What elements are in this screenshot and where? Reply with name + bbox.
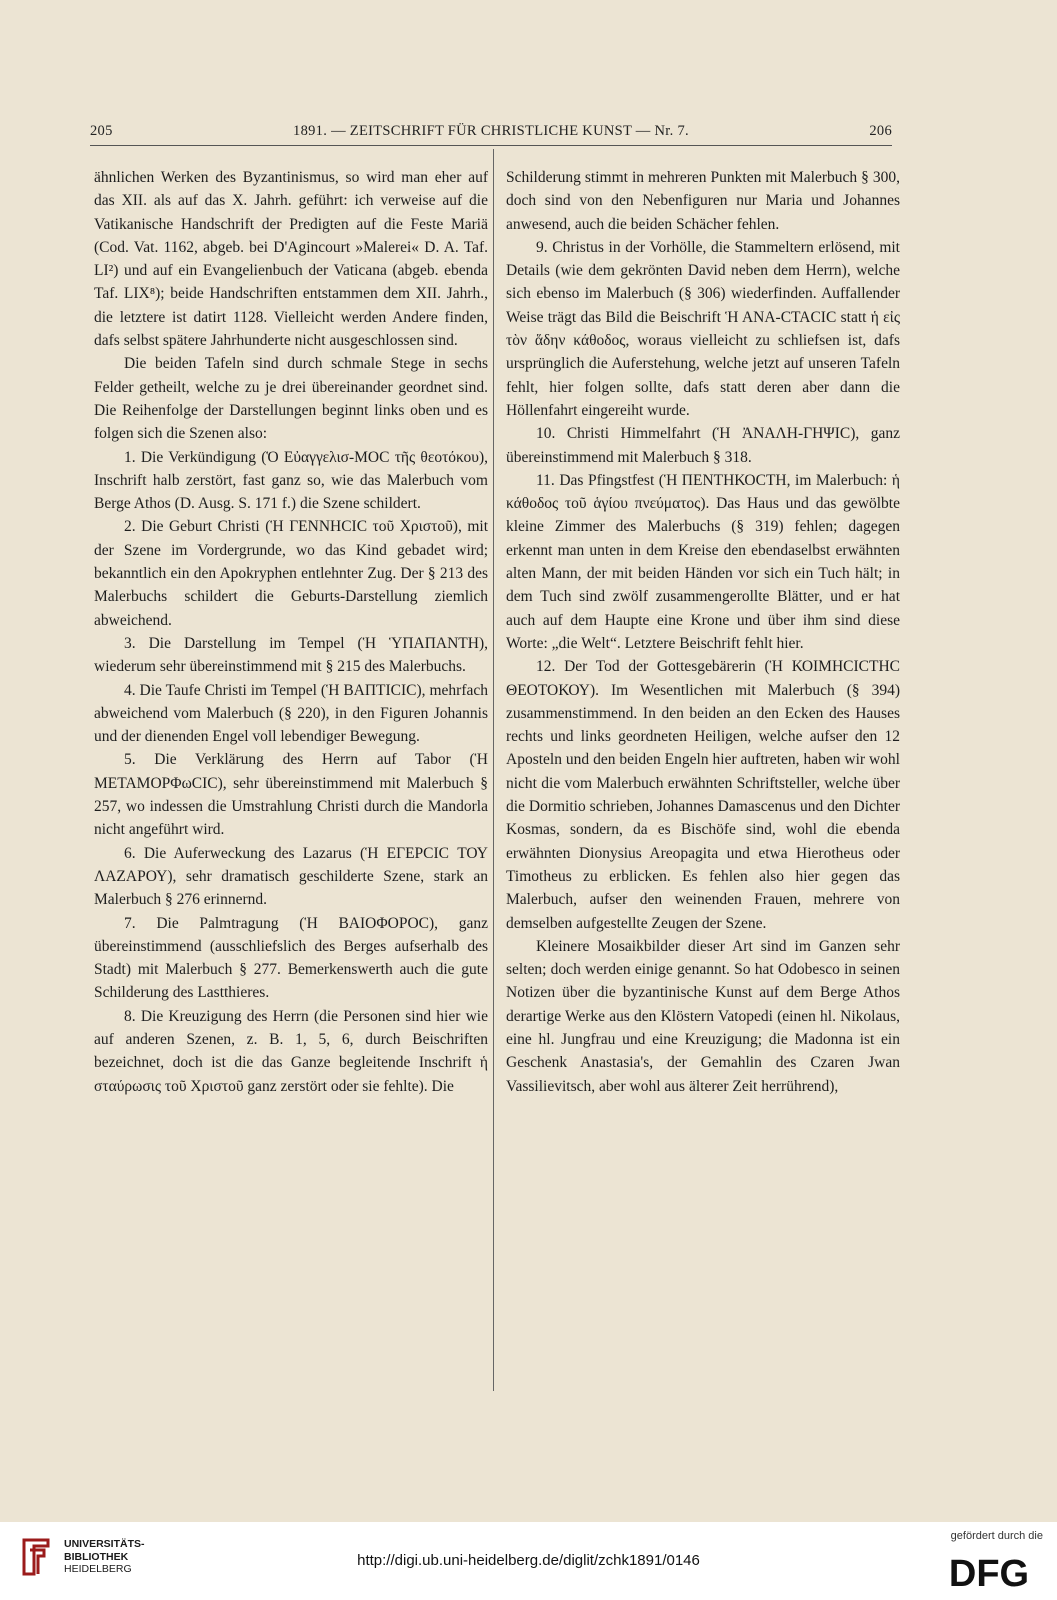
paragraph: 2. Die Geburt Christi (Ἡ ΓΕΝΝΗCIC τοῦ Χριστοῦ), mit der Szene im Vordergrunde, wo das Kind gebadet wird; bekanntlich ein den Apokryphen entlehnter Zug. Der § 213 des Malerbuchs schildert die Geburts-Darstellung ziemlich abweichend. [94, 518, 488, 629]
paragraph: ähnlichen Werken des Byzantinismus, so wird man eher auf das XII. als auf das X. Jahrh. geführt: ich verweise auf die Vatikanische Handschrift der Predigten auf die Feste Mariä (Cod. Vat. 1162, abgeb. bei D'Agincourt »Malerei« D. A. Taf. LI²) und auf ein Evangelienbuch der Vaticana (abgeb. ebenda Taf. LIX⁸); beide Handschriften entstammen dem XII. Jahrh., die letztere ist datirt 1128. Vielleicht werden Andere finden, dafs selbst spätere Jahrhunderte nicht ausgeschlossen sind. [94, 169, 488, 350]
permalink-url[interactable]: http://digi.ub.uni-heidelberg.de/diglit/zchk1891/0146 [357, 1552, 700, 1569]
paragraph: 5. Die Verklärung des Herrn auf Tabor (Ἡ ΜΕΤΑΜΟΡΦωCIC), sehr übereinstimmend mit Malerbuch § 257, wo indessen die Umstrahlung Christi durch die Mandorla nicht angeführt wird. [94, 751, 488, 839]
running-header [90, 123, 892, 145]
right-column [506, 166, 900, 1098]
page-number-left: 205 [90, 123, 113, 139]
paragraph: 10. Christi Himmelfahrt (Ἡ ἈΝΑΛΗ-ΓΗΨΙC), ganz übereinstimmend mit Malerbuch § 318. [506, 425, 900, 466]
paragraph: 3. Die Darstellung im Tempel (Ἡ ὙΠΑΠΑΝΤΗ), wiederum sehr übereinstimmend mit § 215 des Malerbuchs. [94, 634, 488, 676]
paragraph: 6. Die Auferweckung des Lazarus (Ἡ ΕΓΕΡCIC ΤΟΥ ΛΑΖΑΡΟΥ), sehr dramatisch geschilderte Szene, stark an Malerbuch § 276 erinnernd. [94, 844, 488, 909]
dfg-logo-icon [939, 1552, 1039, 1592]
paragraph: 7. Die Palmtragung (Ἡ ΒΑΙΟΦΟΡΟC), ganz übereinstimmend (ausschliefslich des Berges aufserhalb des Stadt) mit Malerbuch § 277. Bemerkenswerth auch die gute Schilderung des Lastthieres. [94, 914, 488, 1002]
column-divider [493, 149, 494, 1391]
paragraph: Schilderung stimmt in mehreren Punkten mit Malerbuch § 300, doch sind von den Nebenfiguren nur Maria und Johannes anwesend, auch die beiden Schächer fehlen. [506, 169, 900, 233]
paragraph: Die beiden Tafeln sind durch schmale Stege in sechs Felder getheilt, welche zu je drei übereinander geordnet sind. Die Reihenfolge der Darstellungen beginnt links oben und es folgen sich die Szenen also: [94, 355, 488, 443]
paragraph: 9. Christus in der Vorhölle, die Stammeltern erlösend, mit Details (wie dem gekrönten David neben dem Herrn), welche sich ebenso im Malerbuch (§ 306) wiederfinden. Auffallender Weise trägt das Bild die Beischrift Ἡ ΑΝΑ-CΤΑCIC statt ἡ εἰς τὸν ἅδην κάθοδος, woraus vielleicht zu schliefsen ist, dafs ursprünglich die Auferstehung, welche jetzt auf unseren Tafeln fehlt, hier folgen sollte, dafs statt deren aber dann die Höllenfahrt eingereiht wurde. [506, 238, 900, 419]
paragraph: 8. Die Kreuzigung des Herrn (die Personen sind hier wie auf anderen Szenen, z. B. 1, 5, 6, durch Beischriften bezeichnet, doch ist die das Ganze begleitende Inschrift ἡ σταύρωσις τοῦ Χριστοῦ ganz zerstört oder sie fehlte). Die [94, 1007, 488, 1095]
header-rule [90, 145, 892, 146]
left-column [94, 166, 488, 1098]
library-line: UNIVERSITÄTS- [64, 1538, 145, 1550]
paragraph: Kleinere Mosaikbilder dieser Art sind im Ganzen sehr selten; doch werden einige genannt. So hat Odobesco in seinen Notizen über die byzantinische Kunst auf dem Berge Athos derartige Werke aus den Klöstern Vatopedi (einen hl. Nikolaus, eine hl. Jungfrau und eine Kreuzigung; die Madonna ist ein Geschenk Anastasia's, der Gemahlin des Czaren Jwan Vassilievitsch, aber wohl aus älterer Zeit herrührend), [506, 937, 900, 1095]
paragraph: 11. Das Pfingstfest (Ἡ ΠΕΝΤΗΚΟCΤΗ, im Malerbuch: ἡ κάθοδος τοῦ ἁγίου πνεύματος). Das Haus und das gewölbte kleine Zimmer des Malerbuchs (§ 319) fehlen; dagegen erkennt man unten in dem Kreise den ebendaselbst erwähnten alten Mann, der mit beiden Händen vor sich ein Tuch hält; in dem Tuch sind zwölf zusammengerollte Blätter, und er hat auch auf dem Haupte eine Krone und über ihm sind diese Worte: „die Welt“. Letztere Beischrift fehlt hier. [506, 471, 900, 652]
library-line: HEIDELBERG [64, 1563, 132, 1575]
funding-caption: gefördert durch die [950, 1530, 1043, 1542]
paragraph: 12. Der Tod der Gottesgebärerin (Ἡ ΚΟΙΜΗCΙCΤΗC ΘΕΟΤΟΚΟΥ). Im Wesentlichen mit Malerbuch (§ 394) zusammenstimmend. In den beiden an den Ecken des Hauses rechts und links geordneten Heiligen, welche aufser den 12 Aposteln und den beiden Engeln hier auftreten, haben wir wohl nicht die vom Malerbuch erwähnten Schriftsteller, welche über die Dormitio schrieben, Johannes Damascenus und den Dichter Kosmas, sondern, da es Bischöfe sind, wohl die ebenda erwähnten Dionysius Areopagita und etwa Hierotheus oder Timotheus zu erblicken. Es fehlen also hier gegen das Malerbuch, aufser den weinenden Frauen, mehrere von demselben aufgestellte Zeugen der Szene. [506, 658, 900, 932]
paragraph: 1. Die Verkündigung (Ὁ Εὐαγγελισ-ΜΟC τῆς θεοτόκου), Inschrift halb zerstört, fast ganz so, wie das Malerbuch vom Berge Athos (D. Ausg. S. 171 f.) die Szene schildert. [94, 448, 488, 513]
footer-bar [0, 1522, 1057, 1600]
page-number-right: 206 [869, 123, 892, 139]
library-line: BIBLIOTHEK [64, 1550, 129, 1563]
dfg-logo-text: DFG [948, 1553, 1030, 1592]
paragraph: 4. Die Taufe Christi im Tempel (Ἡ ΒΑΠΤΙCIC), mehrfach abweichend vom Malerbuch (§ 220), in den Figuren Johannis und der dienenden Engel voll lebendiger Bewegung. [94, 681, 488, 746]
journal-title: 1891. — ZEITSCHRIFT FÜR CHRISTLICHE KUNST — Nr. 7. [293, 123, 689, 139]
